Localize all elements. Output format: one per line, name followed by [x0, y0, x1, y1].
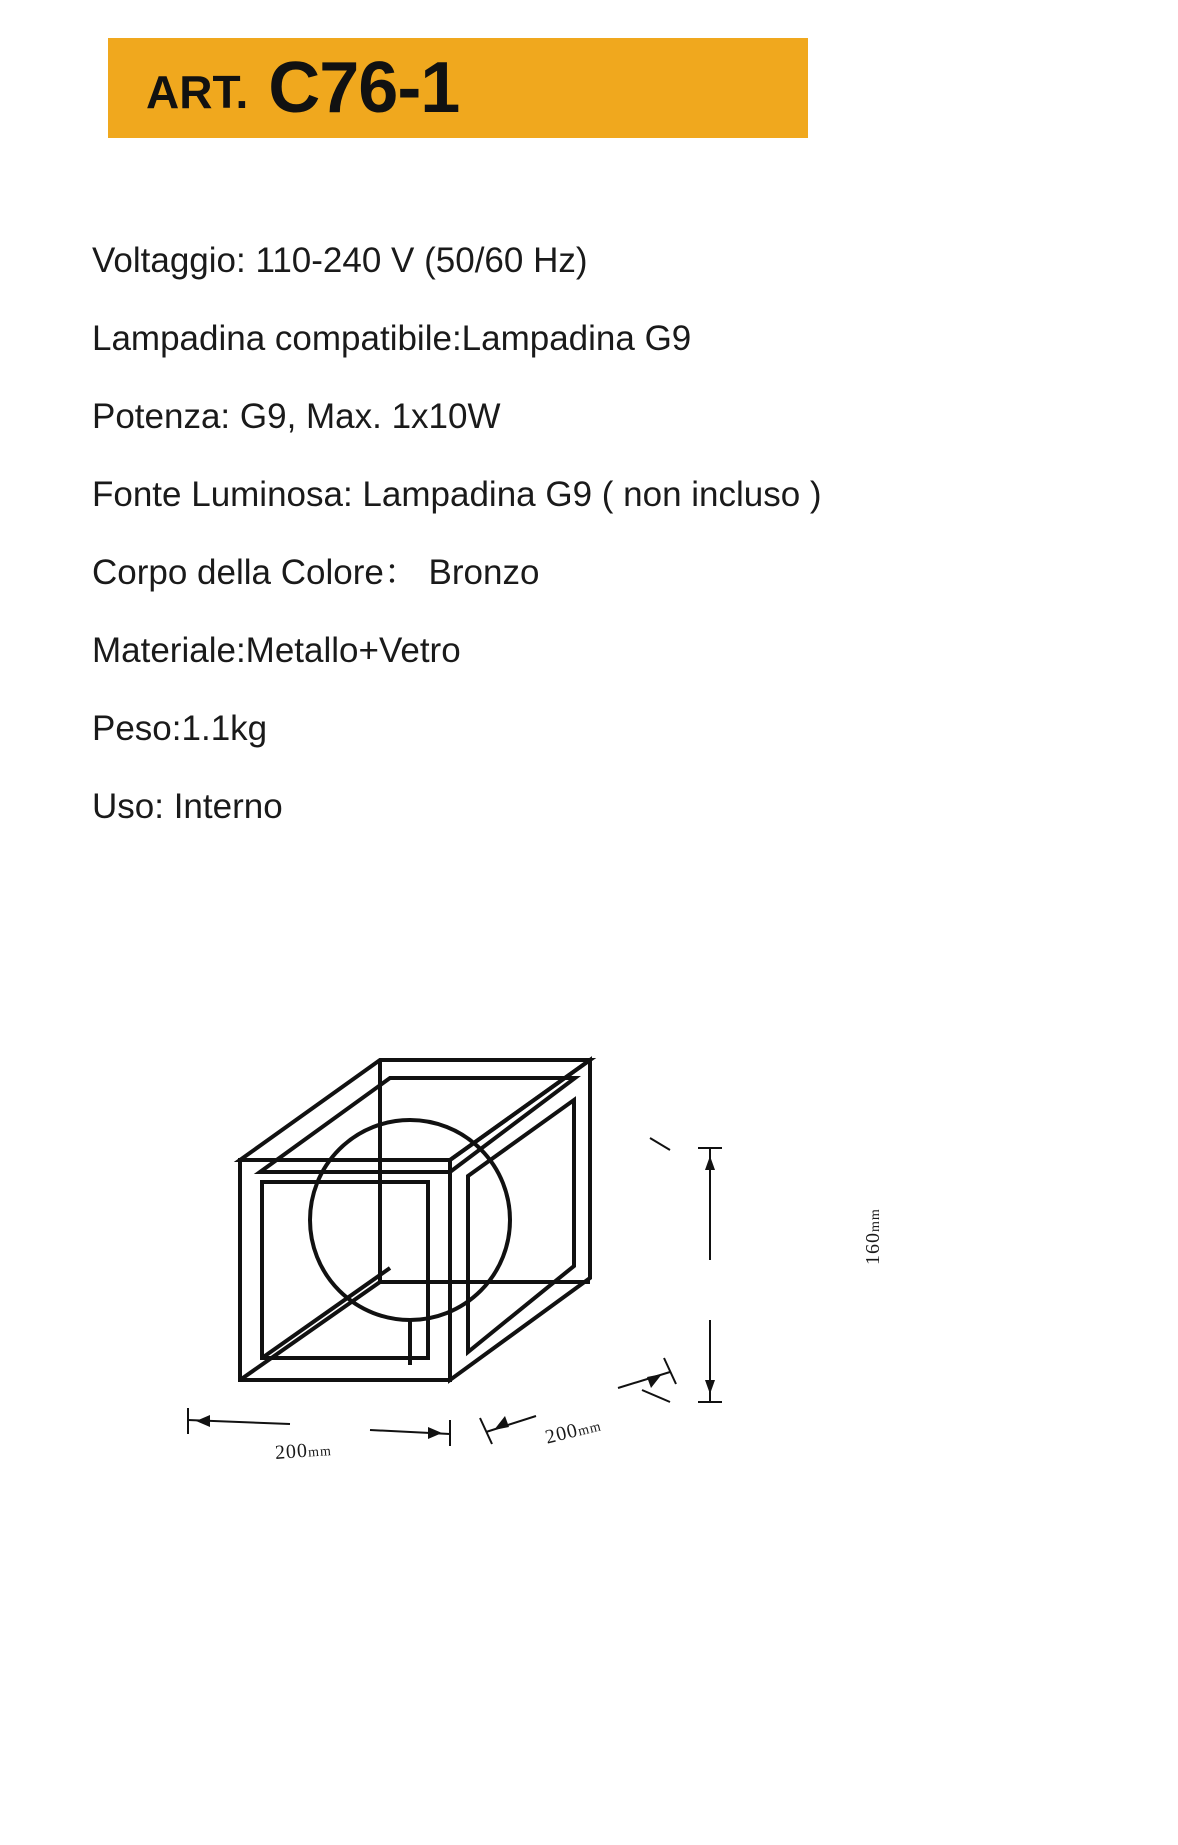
spec-light-source: Fonte Luminosa: Lampadina G9 ( non incluso )	[92, 475, 822, 514]
spec-material: Materiale:Metallo+Vetro	[92, 631, 461, 670]
dimension-width-label: 200mm	[274, 1439, 333, 1464]
article-code: C76-1	[268, 48, 460, 128]
article-label: ART.	[146, 66, 249, 118]
article-header-banner	[108, 38, 808, 138]
spec-usage: Uso: Interno	[92, 787, 283, 826]
specification-list	[92, 222, 1092, 846]
dimension-depth-label: 200mm	[543, 1419, 604, 1449]
spec-weight: Peso:1.1kg	[92, 709, 268, 748]
product-technical-drawing	[150, 1020, 790, 1520]
spec-body-color: Corpo della Colore： Bronzo	[92, 553, 540, 592]
dimension-height-label: 160mm	[862, 1208, 884, 1265]
spec-compatible-bulb: Lampadina compatibile:Lampadina G9	[92, 319, 692, 358]
spec-voltage: Voltaggio: 110-240 V (50/60 Hz)	[92, 241, 588, 280]
spec-power: Potenza: G9, Max. 1x10W	[92, 397, 501, 436]
